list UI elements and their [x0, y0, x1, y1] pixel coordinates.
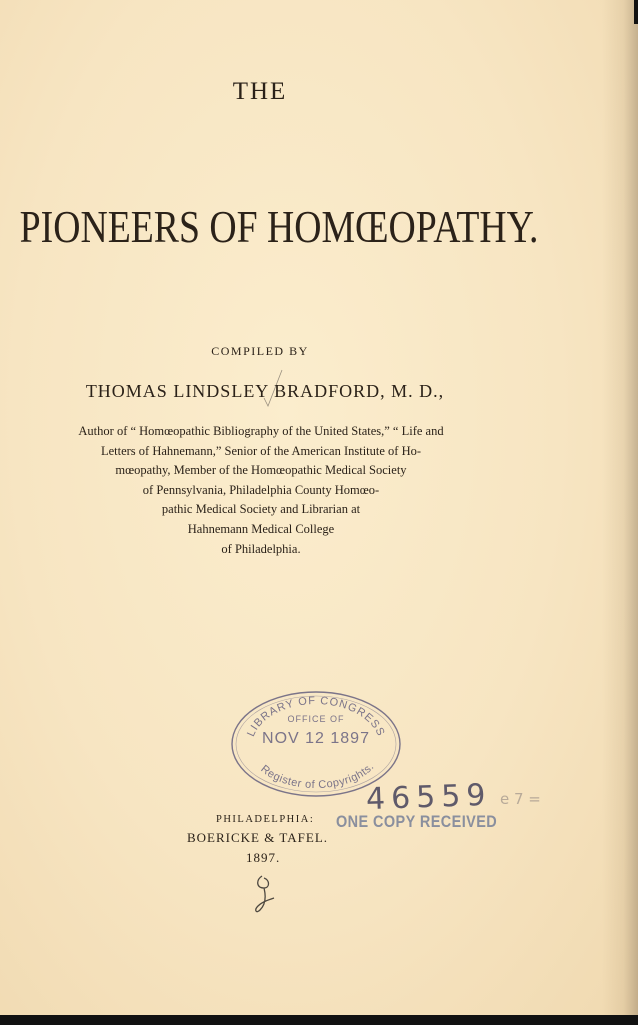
compiled-by: COMPILED BY — [211, 344, 309, 358]
page-corner — [634, 0, 638, 24]
imprint-publisher: BOERICKE & TAFEL. — [187, 830, 329, 845]
scan-bottom-border — [0, 1015, 638, 1025]
description-line: Hahnemann Medical College — [187, 521, 335, 536]
description-line: Author of “ Homœopathic Bibliography of the United States,” “ Life and — [78, 424, 444, 438]
description-line: pathic Medical Society and Librarian at — [161, 502, 361, 517]
stamp-office-text: OFFICE OF — [287, 714, 345, 724]
title-article: THE — [232, 78, 288, 105]
book-title: PIONEERS OF HOMŒOPATHY. — [19, 201, 539, 252]
description-line: mœopathy, Member of the Homœopathic Medical Society — [115, 463, 407, 478]
description-line: of Philadelphia. — [221, 541, 301, 556]
description-line: of Pennsylvania, Philadelphia County Homœo- — [142, 482, 380, 497]
page-edge-shadow — [602, 0, 638, 1025]
author-description — [18, 422, 504, 559]
stamp-top-text: LIBRARY OF CONGRESS — [245, 694, 387, 739]
description-line: Letters of Hahnemann,” Senior of the American Institute of Ho- — [100, 443, 422, 458]
received-stamp: ONE COPY RECEIVED — [336, 812, 498, 831]
handwritten-accession-number: 46559 — [365, 777, 493, 818]
stamp-date: NOV 12 1897 — [262, 730, 370, 747]
author-name: THOMAS LINDSLEY BRADFORD, M. D., — [85, 381, 445, 401]
imprint-year: 1897. — [246, 850, 281, 865]
imprint-place: PHILADELPHIA: — [216, 814, 315, 825]
handwritten-mark: e 7 = — [500, 790, 541, 808]
stamp-bottom-text: Register of Copyrights. — [258, 760, 377, 792]
pencil-signature-mark — [248, 870, 288, 920]
